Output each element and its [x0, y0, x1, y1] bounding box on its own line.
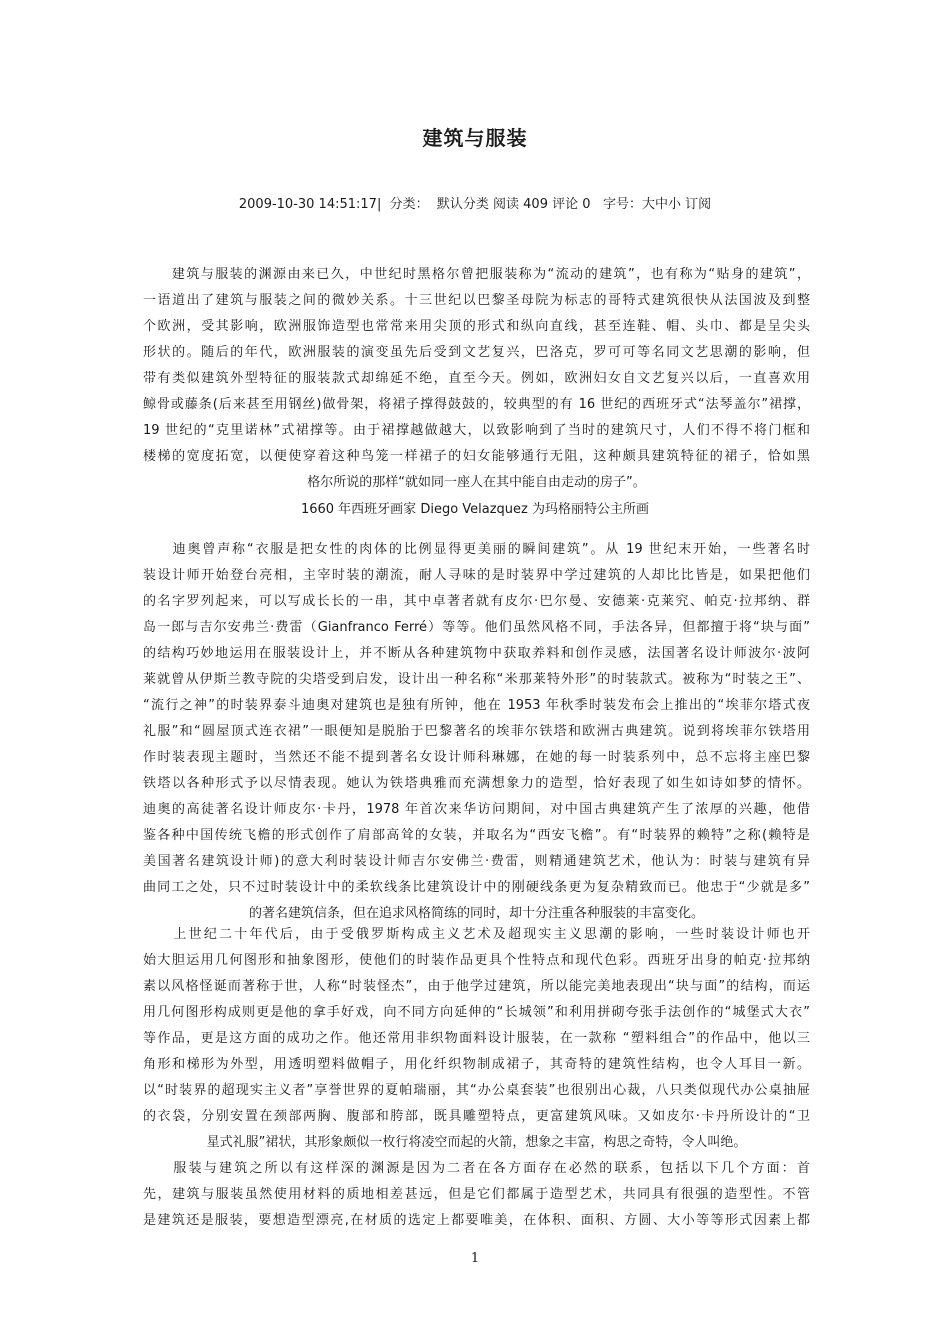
text-line: 是建筑还是服装，要想造型漂亮,在材质的选定上都要唯美，在体积、面积、方圆、大小等等形式因素上都	[143, 1213, 810, 1228]
text-line: 用几何图形构成则更是他的拿手好戏，向不同方向延伸的“长城领”和利用拼砌夸张手法创作的“城堡式大衣”	[143, 1005, 810, 1020]
text-line: 形状的。随后的年代，欧洲服装的演变虽先后受到文艺复兴，巴洛克，罗可可等名同文艺思潮的影响，但	[143, 345, 810, 360]
text-line: 装设计师开始登台亮相，主宰时装的潮流，耐人寻味的是时装界中学过建筑的人却比比皆是，如果把他们	[143, 568, 810, 583]
paragraph-2	[143, 537, 810, 927]
comment-link[interactable]: 评论 0	[552, 197, 591, 212]
text-line: 作时装表现主题时，当然还不能不提到著名女设计师科琳娜，在她的每一时装系列中，总不忘将主座巴黎	[143, 750, 810, 765]
text-line: 岛一郎与吉尔安弗兰·费雷（Gianfranco Ferré）等等。他们虽然风格不同，手法各异，但都擅于将“块与面”	[143, 620, 810, 635]
text-line: 曲同工之处，只不过时装设计中的柔软线条比建筑设计中的刚硬线条更为复杂精致而已。他忠于“少就是多”	[143, 880, 810, 895]
text-line: 服装与建筑之所以有这样深的渊源是因为二者在各方面存在必然的联系，包括以下几个方面：首	[143, 1161, 810, 1176]
text-line: 美国著名建筑设计师)的意大利时装设计师吉尔安佛兰·费雷，则精通建筑艺术，他认为：时装与建筑有异	[143, 854, 810, 869]
text-line: 等作品，更是这方面的成功之作。他还常用非织物面料设计服装，在一款称 “塑料组合”的作品中，他以三	[143, 1031, 810, 1046]
paragraph-3	[143, 922, 810, 1156]
text-line: 的衣袋，分别安置在颈部两胸、腹部和胯部，既具雕塑特点，更富建筑风味。又如皮尔·卡丹所设计的“卫	[143, 1109, 810, 1124]
text-line: 19 世纪的“克里诺林”式裙撑等。由于裙撑越做越大，以致影响到了当时的建筑尺寸，人们不得不将门框和	[143, 423, 810, 438]
text-line: 铁塔以各种形式予以尽情表现。她认为铁塔典雅而充满想象力的造型，恰好表现了如生如诗如梦的情怀。	[143, 776, 810, 791]
text-line: 的名字罗列起来，可以写成长长的一串，其中卓著者就有皮尔·巴尔曼、安德莱·克莱究、帕克·拉邦纳、群	[143, 594, 810, 609]
paragraph-1	[143, 262, 810, 496]
article-meta	[0, 193, 950, 212]
text-line: 鉴各种中国传统飞檐的形式创作了肩部高耸的女装，并取名为“西安飞檐”。有“时装界的赖特”之称(赖特是	[143, 828, 810, 843]
paragraph-4	[143, 1156, 810, 1234]
page-number: 1	[470, 1251, 480, 1266]
text-line: 带有类似建筑外型特征的服装款式却绵延不绝，直至今天。例如，欧洲妇女自文艺复兴以后，一直喜欢用	[143, 371, 810, 386]
text-line: 先，建筑与服装虽然使用材料的质地相差甚远，但是它们都属于造型艺术，共同具有很强的造型性。不管	[143, 1187, 810, 1202]
text-line: 素以风格怪诞而著称于世，人称“时装怪杰”，由于他学过建筑，所以能完美地表现出“块与面”的结构，而运	[143, 979, 810, 994]
font-size-control[interactable]: 字号：大中小	[602, 197, 681, 212]
text-line: 始大胆运用几何图形和抽象图形，使他们的时装作品更具个性特点和现代色彩。西班牙出身的帕克·拉邦纳	[143, 953, 810, 968]
page-title: 建筑与服装	[422, 126, 528, 150]
text-line: 礼服”和“圆屋顶式连衣裙”一眼便知是脱胎于巴黎著名的埃菲尔铁塔和欧洲古典建筑。说到将埃菲尔铁塔用	[143, 724, 810, 739]
text-line: 楼梯的宽度拓宽，以便使穿着这种鸟笼一样裙子的妇女能够通行无阻，这种颇具建筑特征的裙子，恰如黑	[143, 449, 810, 464]
category-link[interactable]: 默认分类	[436, 197, 489, 212]
text-line: 格尔所说的那样“就如同一座人在其中能自由走动的房子”。	[307, 475, 646, 490]
image-caption: 1660 年西班牙画家 Diego Velazquez 为玛格丽特公主所画	[300, 502, 650, 517]
text-line: 迪奥的高徒著名设计师皮尔·卡丹，1978 年首次来华访问期间，对中国古典建筑产生了浓厚的兴趣，他借	[143, 802, 810, 817]
post-date: 2009-10-30 14:51:17|	[238, 197, 382, 212]
text-line: 迪奥曾声称“衣服是把女性的肉体的比例显得更美丽的瞬间建筑”。从 19 世纪末开始，一些著名时	[143, 542, 810, 557]
text-line: 鲸骨或藤条(后来甚至用钢丝)做骨架，将裙子撑得鼓鼓的，较典型的有 16 世纪的西班牙式“法琴盖尔”裙撑，	[143, 397, 810, 412]
category-label: 分类：	[389, 197, 429, 212]
subscribe-link[interactable]: 订阅	[685, 197, 712, 212]
text-line: 上世纪二十年代后，由于受俄罗斯构成主义艺术及超现实主义思潮的影响，一些时装设计师也开	[143, 927, 810, 942]
read-count: 阅读 409	[493, 197, 548, 212]
text-line: “流行之神”的时装界泰斗迪奥对建筑也是独有所钟，他在 1953 年秋季时装发布会上推出的“埃菲尔塔式夜	[143, 698, 810, 713]
text-line: 的著名建筑信条，但在追求风格简练的同时，却十分注重各种服装的丰富变化。	[248, 906, 704, 921]
text-line: 以“时装界的超现实主义者”享誉世界的夏帕瑞丽，其“办公桌套装”也很别出心裁，八只类似现代办公桌抽屉	[143, 1083, 810, 1098]
text-line: 莱就曾从伊斯兰教寺院的尖塔受到启发，设计出一种名称“米那莱特外形”的时装款式。被称为“时装之王”、	[143, 672, 810, 687]
text-line: 建筑与服装的渊源由来已久，中世纪时黑格尔曾把服装称为“流动的建筑”，也有称为“贴身的建筑”，	[143, 267, 810, 282]
text-line: 一语道出了建筑与服装之间的微妙关系。十三世纪以巴黎圣母院为标志的哥特式建筑很快从法国波及到整	[143, 293, 810, 308]
text-line: 的结构巧妙地运用在服装设计上，并不断从各种建筑物中获取养料和创作灵感，法国著名设计师波尔·波阿	[143, 646, 810, 661]
text-line: 个欧洲，受其影响，欧洲服饰造型也常常来用尖顶的形式和纵向直线，甚至连鞋、帽、头巾、都是呈尖头	[143, 319, 810, 334]
text-line: 星式礼服”裙状，其形象颇似一枚行将凌空而起的火箭，想象之丰富，构思之奇特，令人叫绝。	[206, 1135, 747, 1150]
text-line: 角形和梯形为外型，用透明塑料做帽子，用化纤织物制成裙子，其奇特的建筑性结构，也令人耳目一新。	[143, 1057, 810, 1072]
